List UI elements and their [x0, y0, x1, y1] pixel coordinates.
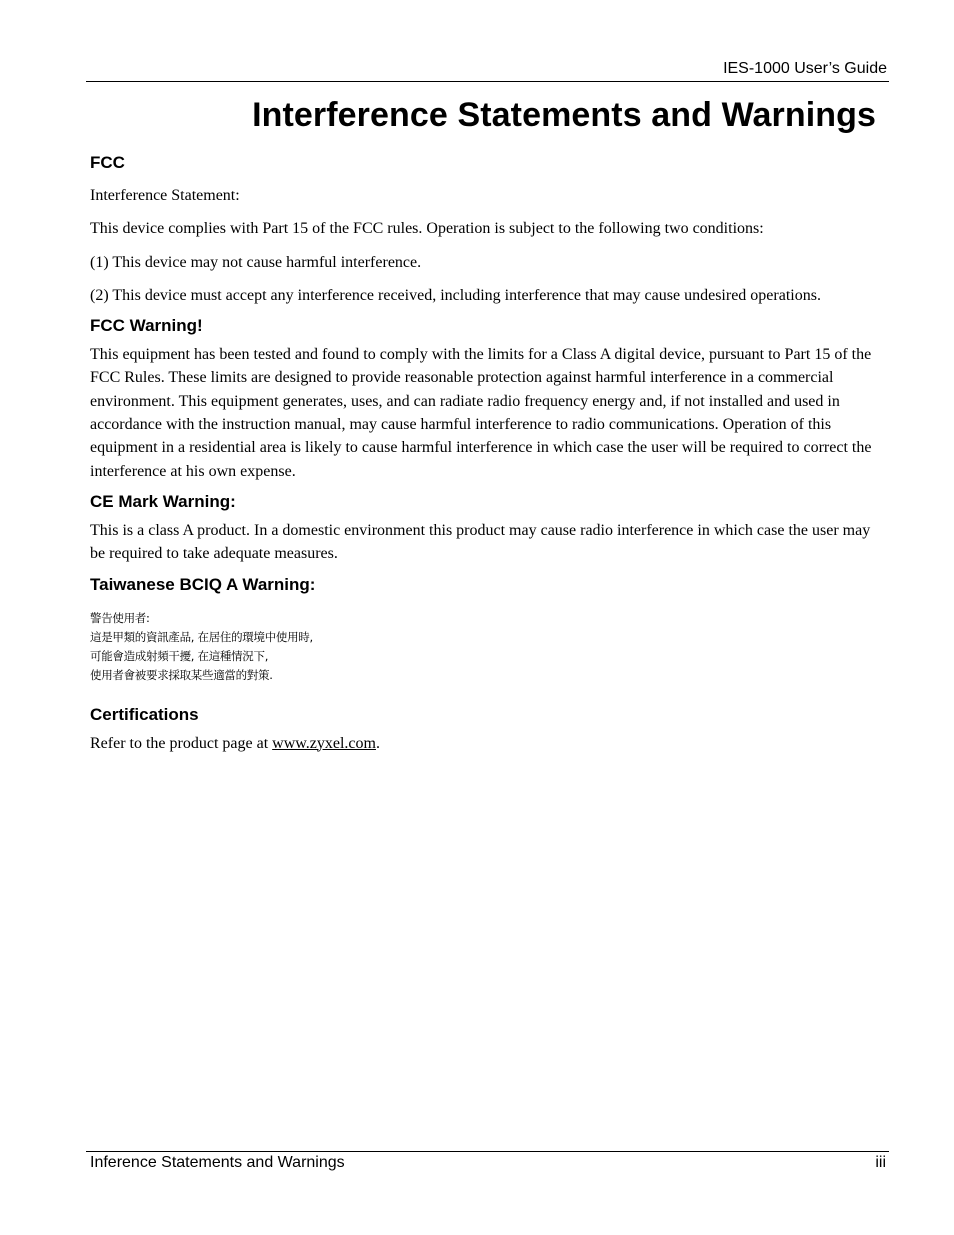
bciq-warning-text — [90, 609, 880, 685]
fcc-paragraph: (2) This device must accept any interference received, including interference that may cause undesired operations. — [90, 286, 821, 304]
bciq-line: 這是甲類的資訊產品, 在居住的環境中使用時, — [90, 629, 313, 644]
certifications-paragraph — [90, 732, 880, 755]
footer-chapter-title: Inference Statements and Warnings — [90, 1154, 345, 1171]
page-title: Interference Statements and Warnings — [252, 96, 876, 134]
fcc-paragraph: This device complies with Part 15 of the FCC rules. Operation is subject to the following two conditions: — [90, 220, 764, 238]
main-content — [90, 150, 880, 755]
certifications-period: . — [375, 734, 380, 752]
fcc-paragraph: (1) This device may not cause harmful interference. — [90, 253, 422, 271]
footer-page-number: iii — [875, 1154, 886, 1171]
fcc-paragraph: Interference Statement: — [90, 187, 240, 204]
ce-mark-heading: CE Mark Warning: — [90, 491, 236, 511]
certifications-text: Refer to the product page at — [90, 734, 273, 752]
zyxel-website-link[interactable]: www.zyxel.com — [272, 734, 376, 752]
bciq-heading: Taiwanese BCIQ A Warning: — [90, 574, 316, 594]
fcc-heading: FCC — [90, 153, 125, 172]
ce-mark-paragraph: This is a class A product. In a domestic environment this product may cause radio interference in which case the user may be required to take adequate measures. — [90, 521, 871, 563]
certifications-heading: Certifications — [90, 704, 199, 724]
fcc-warning-heading: FCC Warning! — [90, 316, 203, 336]
running-header: IES-1000 User’s Guide — [723, 60, 887, 77]
fcc-warning-paragraph: This equipment has been tested and found to comply with the limits for a Class A digital device, pursuant to Part 15 of the FCC Rules. These limits are designed to provide reasonable protection against harmful interference in a commercial environment. This equipment generates, uses, and can radiate radio frequency energy and, if not installed and used in accordance with the instruction manual, may cause harmful interference to radio communications. Operation of this equipment in a residential area is likely to cause harmful interference in which case the user will be required to correct the interference at his own expense. — [90, 346, 872, 480]
header-rule — [86, 81, 889, 82]
bciq-line: 警告使用者: — [90, 610, 150, 625]
bciq-line: 可能會造成射頻干擾, 在這種情況下, — [90, 648, 269, 663]
footer-rule — [86, 1151, 889, 1152]
bciq-line: 使用者會被要求採取某些適當的對策. — [90, 667, 273, 682]
